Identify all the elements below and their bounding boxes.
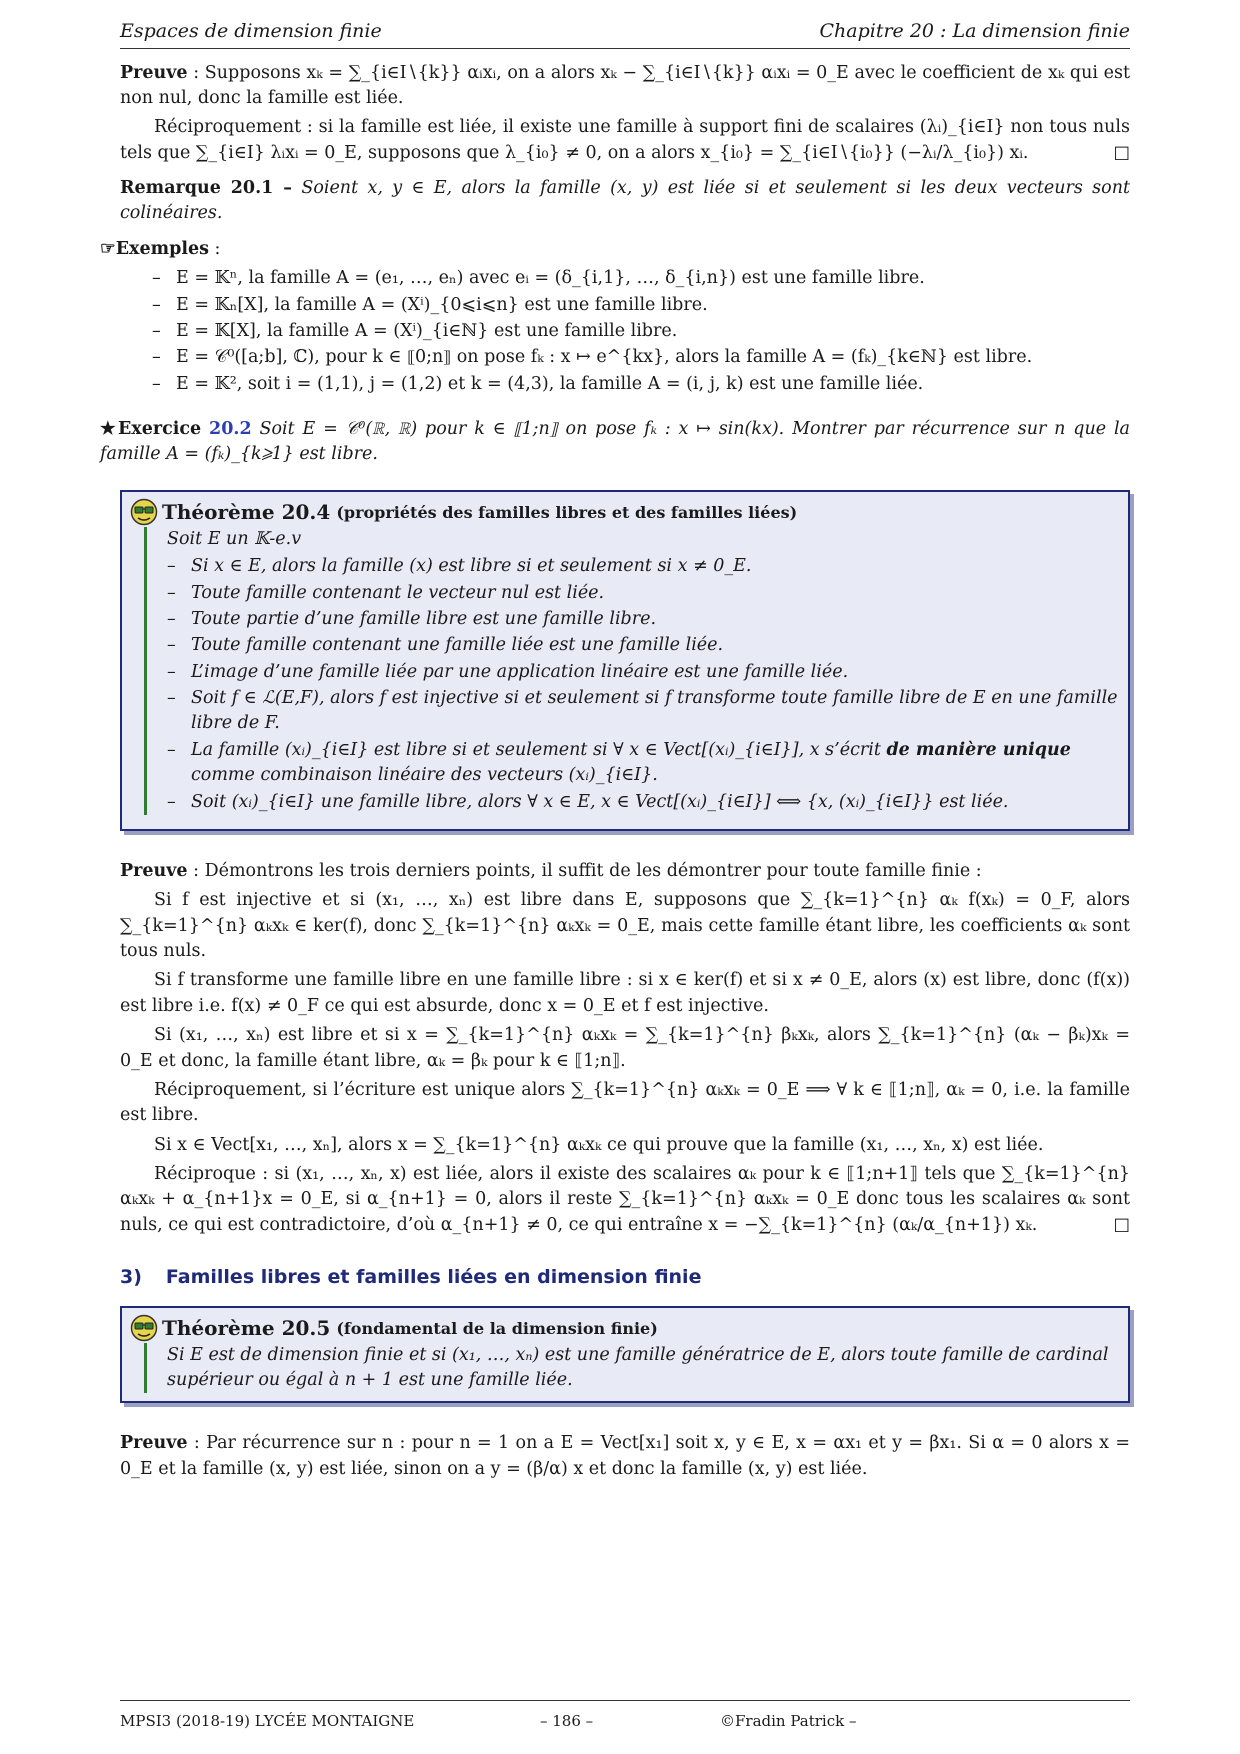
theorem-20-4 xyxy=(120,490,1130,831)
proof-1-converse-text: Réciproquement : si la famille est liée, il existe une famille à support fini de scalaires (λᵢ)_{i∈I} non tous nuls tels que ∑_{i∈I} λᵢxᵢ = 0_E, supposons que λ_{i₀} ≠ 0, on a alors x_{i₀} = ∑_{i∈I∖{i₀}} (−λᵢ/λ_{i₀}) xᵢ. xyxy=(120,117,1130,163)
remark-text: Soient x, y ∈ E, alors la famille (x, y) est liée si et seulement si les deux vecteurs sont colinéaires. xyxy=(120,178,1131,224)
proof-2-intro: : Démontrons les trois derniers points, il suffit de les démontrer pour toute famille finie : xyxy=(187,860,982,881)
exercise-number-link[interactable]: 20.2 xyxy=(209,419,252,440)
list-item: – E = 𝕂ₙ[X], la famille A = (Xⁱ)_{0⩽i⩽n} est une famille libre. xyxy=(152,293,1130,318)
item7-part-a: La famille (xᵢ)_{i∈I} est libre si et seulement si ∀ x ∈ Vect[(xᵢ)_{i∈I}], x s’écrit xyxy=(191,739,887,760)
running-header xyxy=(120,18,1130,49)
page-footer xyxy=(120,1700,1130,1733)
proof-label: Preuve xyxy=(120,62,188,83)
proof-2-last xyxy=(120,1162,1130,1238)
proof-2-paragraph: Si f est injective et si (x₁, …, xₙ) est libre dans E, supposons que ∑_{k=1}^{n} αₖ f(xₖ) = 0_F, alors ∑_{k=1}^{n} αₖxₖ ∈ ker(f), donc ∑_{k=1}^{n} αₖxₖ = 0_E, mais cette famille étant libre, les coefficients αₖ sont tous nuls. xyxy=(120,890,1130,962)
header-left: Espaces de dimension finie xyxy=(120,20,382,42)
section-number: 3) xyxy=(120,1266,142,1289)
exercise-label: ★Exercice xyxy=(100,419,202,440)
remark-20-1 xyxy=(120,176,1130,227)
theorem-body xyxy=(144,1343,1118,1394)
proof-2-paragraph: Réciproque : si (x₁, …, xₙ, x) est liée, alors il existe des scalaires αₖ pour k ∈ ⟦1;n+1⟧ tels que ∑_{k=1}^{n} αₖxₖ + α_{n+1}x = 0_E, si α_{n+1} = 0, alors il reste ∑_{k=1}^{n} αₖxₖ = 0_E donc tous les scalaires αₖ sont nuls, ce qui est contradictoire, d’où α_{n+1} ≠ 0, ce qui entraîne x = −∑_{k=1}^{n} (αₖ/α_{n+1}) xₖ. xyxy=(120,1164,1130,1235)
list-item: – L’image d’une famille liée par une application linéaire est une famille liée. xyxy=(167,660,1118,685)
theorem-body xyxy=(144,527,1118,815)
section-heading xyxy=(120,1264,1130,1292)
proof-label: Preuve xyxy=(120,1433,188,1454)
qed-symbol: □ xyxy=(1113,1214,1130,1235)
page-content xyxy=(100,18,1131,1486)
list-item: – E = 𝕂ⁿ, la famille A = (e₁, …, eₙ) avec eᵢ = (δ_{i,1}, …, δ_{i,n}) est une famille libre. xyxy=(152,266,1130,291)
exercise-text: Soit E = 𝒞⁰(ℝ, ℝ) pour k ∈ ⟦1;n⟧ on pose fₖ : x ↦ sin(kx). Montrer par récurrence sur n que la famille A = (fₖ)_{k⩾1} est libre. xyxy=(100,419,1130,465)
list-item: – E = 𝕂[X], la famille A = (Xⁱ)_{i∈ℕ} est une famille libre. xyxy=(152,319,1130,344)
theorem-title xyxy=(130,498,1118,527)
examples-list xyxy=(152,266,1130,397)
theorem-text: Si E est de dimension finie et si (x₁, …, xₙ) est une famille génératrice de E, alors toute famille de cardinal supérieur ou égal à n + 1 est une famille liée. xyxy=(167,1344,1109,1391)
theorem-intro: Soit E un 𝕂-e.v xyxy=(167,528,302,549)
qed-symbol: □ xyxy=(1113,142,1130,163)
section-title: Familles libres et familles liées en dimension finie xyxy=(165,1266,702,1289)
page-number: – 186 – xyxy=(540,1712,594,1730)
remark-label: Remarque 20.1 – xyxy=(120,178,292,199)
theorem-number: Théorème 20.5 xyxy=(162,1315,331,1340)
theorem-subtitle: (propriétés des familles libres et des familles liées) xyxy=(336,502,798,522)
list-item: – Si x ∈ E, alors la famille (x) est libre si et seulement si x ≠ 0_E. xyxy=(167,554,1118,579)
footer-right: ©Fradin Patrick – xyxy=(720,1712,857,1730)
list-item: – Toute famille contenant le vecteur nul est liée. xyxy=(167,581,1118,606)
smiley-glasses-icon xyxy=(130,498,158,526)
exercise-20-2 xyxy=(100,417,1130,468)
list-item: – E = 𝕂², soit i = (1,1), j = (1,2) et k = (4,3), la famille A = (i, j, k) est une famille liée. xyxy=(152,372,1130,397)
theorem-20-5 xyxy=(120,1306,1130,1404)
list-item: – Toute famille contenant une famille liée est une famille liée. xyxy=(167,633,1118,658)
proof-1 xyxy=(120,61,1130,112)
proof-3 xyxy=(120,1431,1130,1482)
theorem-title xyxy=(130,1314,1118,1343)
footer-left: MPSI3 (2018-19) LYCÉE MONTAIGNE xyxy=(120,1712,415,1730)
list-item: – E = 𝒞⁰([a;b], ℂ), pour k ∈ ⟦0;n⟧ on pose fₖ : x ↦ e^{kx}, alors la famille A = (fₖ)_{k∈ℕ} est libre. xyxy=(152,345,1130,370)
proof-2-paragraph: Si x ∈ Vect[x₁, …, xₙ], alors x = ∑_{k=1}^{n} αₖxₖ ce qui prouve que la famille (x₁, …, xₙ, x) est liée. xyxy=(154,1134,1044,1155)
item7-emphasis: de manière unique xyxy=(886,739,1071,760)
item7-part-b: comme combinaison linéaire des vecteurs (xᵢ)_{i∈I}. xyxy=(191,765,658,786)
examples-label: ☞Exemples xyxy=(100,238,209,259)
smiley-glasses-icon xyxy=(130,1314,158,1342)
list-item: – Soit (xᵢ)_{i∈I} une famille libre, alors ∀ x ∈ E, x ∈ Vect[(xᵢ)_{i∈I}] ⟺ {x, (xᵢ)_{i∈I}} est liée. xyxy=(167,790,1118,815)
examples-colon: : xyxy=(208,238,221,259)
proof-2-paragraph: Si f transforme une famille libre en une famille libre : si x ∈ ker(f) et si x ≠ 0_E, alors (x) est libre, donc (f(x)) est libre i.e. f(x) ≠ 0_F ce qui est absurde, donc x = 0_E et f est injective. xyxy=(120,970,1130,1016)
proof-label: Preuve xyxy=(120,860,188,881)
list-item xyxy=(167,738,1118,789)
theorem-number: Théorème 20.4 xyxy=(162,499,331,524)
proof-1-converse xyxy=(120,115,1130,166)
proof-1-text: : Supposons xₖ = ∑_{i∈I∖{k}} αᵢxᵢ, on a alors xₖ − ∑_{i∈I∖{k}} αᵢxᵢ = 0_E avec le coefficient de xₖ qui est non nul, donc la famille est liée. xyxy=(120,62,1130,108)
theorem-subtitle: (fondamental de la dimension finie) xyxy=(336,1318,658,1338)
theorem-items xyxy=(167,554,1118,815)
header-right: Chapitre 20 : La dimension finie xyxy=(819,20,1130,42)
list-item: – Toute partie d’une famille libre est une famille libre. xyxy=(167,607,1118,632)
examples-heading xyxy=(100,237,1130,262)
proof-2-paragraph: Réciproquement, si l’écriture est unique alors ∑_{k=1}^{n} αₖxₖ = 0_E ⟹ ∀ k ∈ ⟦1;n⟧, αₖ = 0, i.e. la famille est libre. xyxy=(120,1079,1130,1126)
proof-2 xyxy=(120,859,1130,884)
proof-2-paragraph: Si (x₁, …, xₙ) est libre et si x = ∑_{k=1}^{n} αₖxₖ = ∑_{k=1}^{n} βₖxₖ, alors ∑_{k=1}^{n} (αₖ − βₖ)xₖ = 0_E et donc, la famille étant libre, αₖ = βₖ pour k ∈ ⟦1;n⟧. xyxy=(120,1025,1130,1071)
proof-3-text: : Par récurrence sur n : pour n = 1 on a E = Vect[x₁] soit x, y ∈ E, x = αx₁ et y = βx₁. Si α = 0 alors x = 0_E et la famille (x, y) est liée, sinon on a y = (β/α) x et donc la famille (x, y) est liée. xyxy=(120,1433,1130,1479)
list-item: – Soit f ∈ ℒ(E,F), alors f est injective si et seulement si f transforme toute famille libre de E en une famille libre de F. xyxy=(167,686,1118,737)
